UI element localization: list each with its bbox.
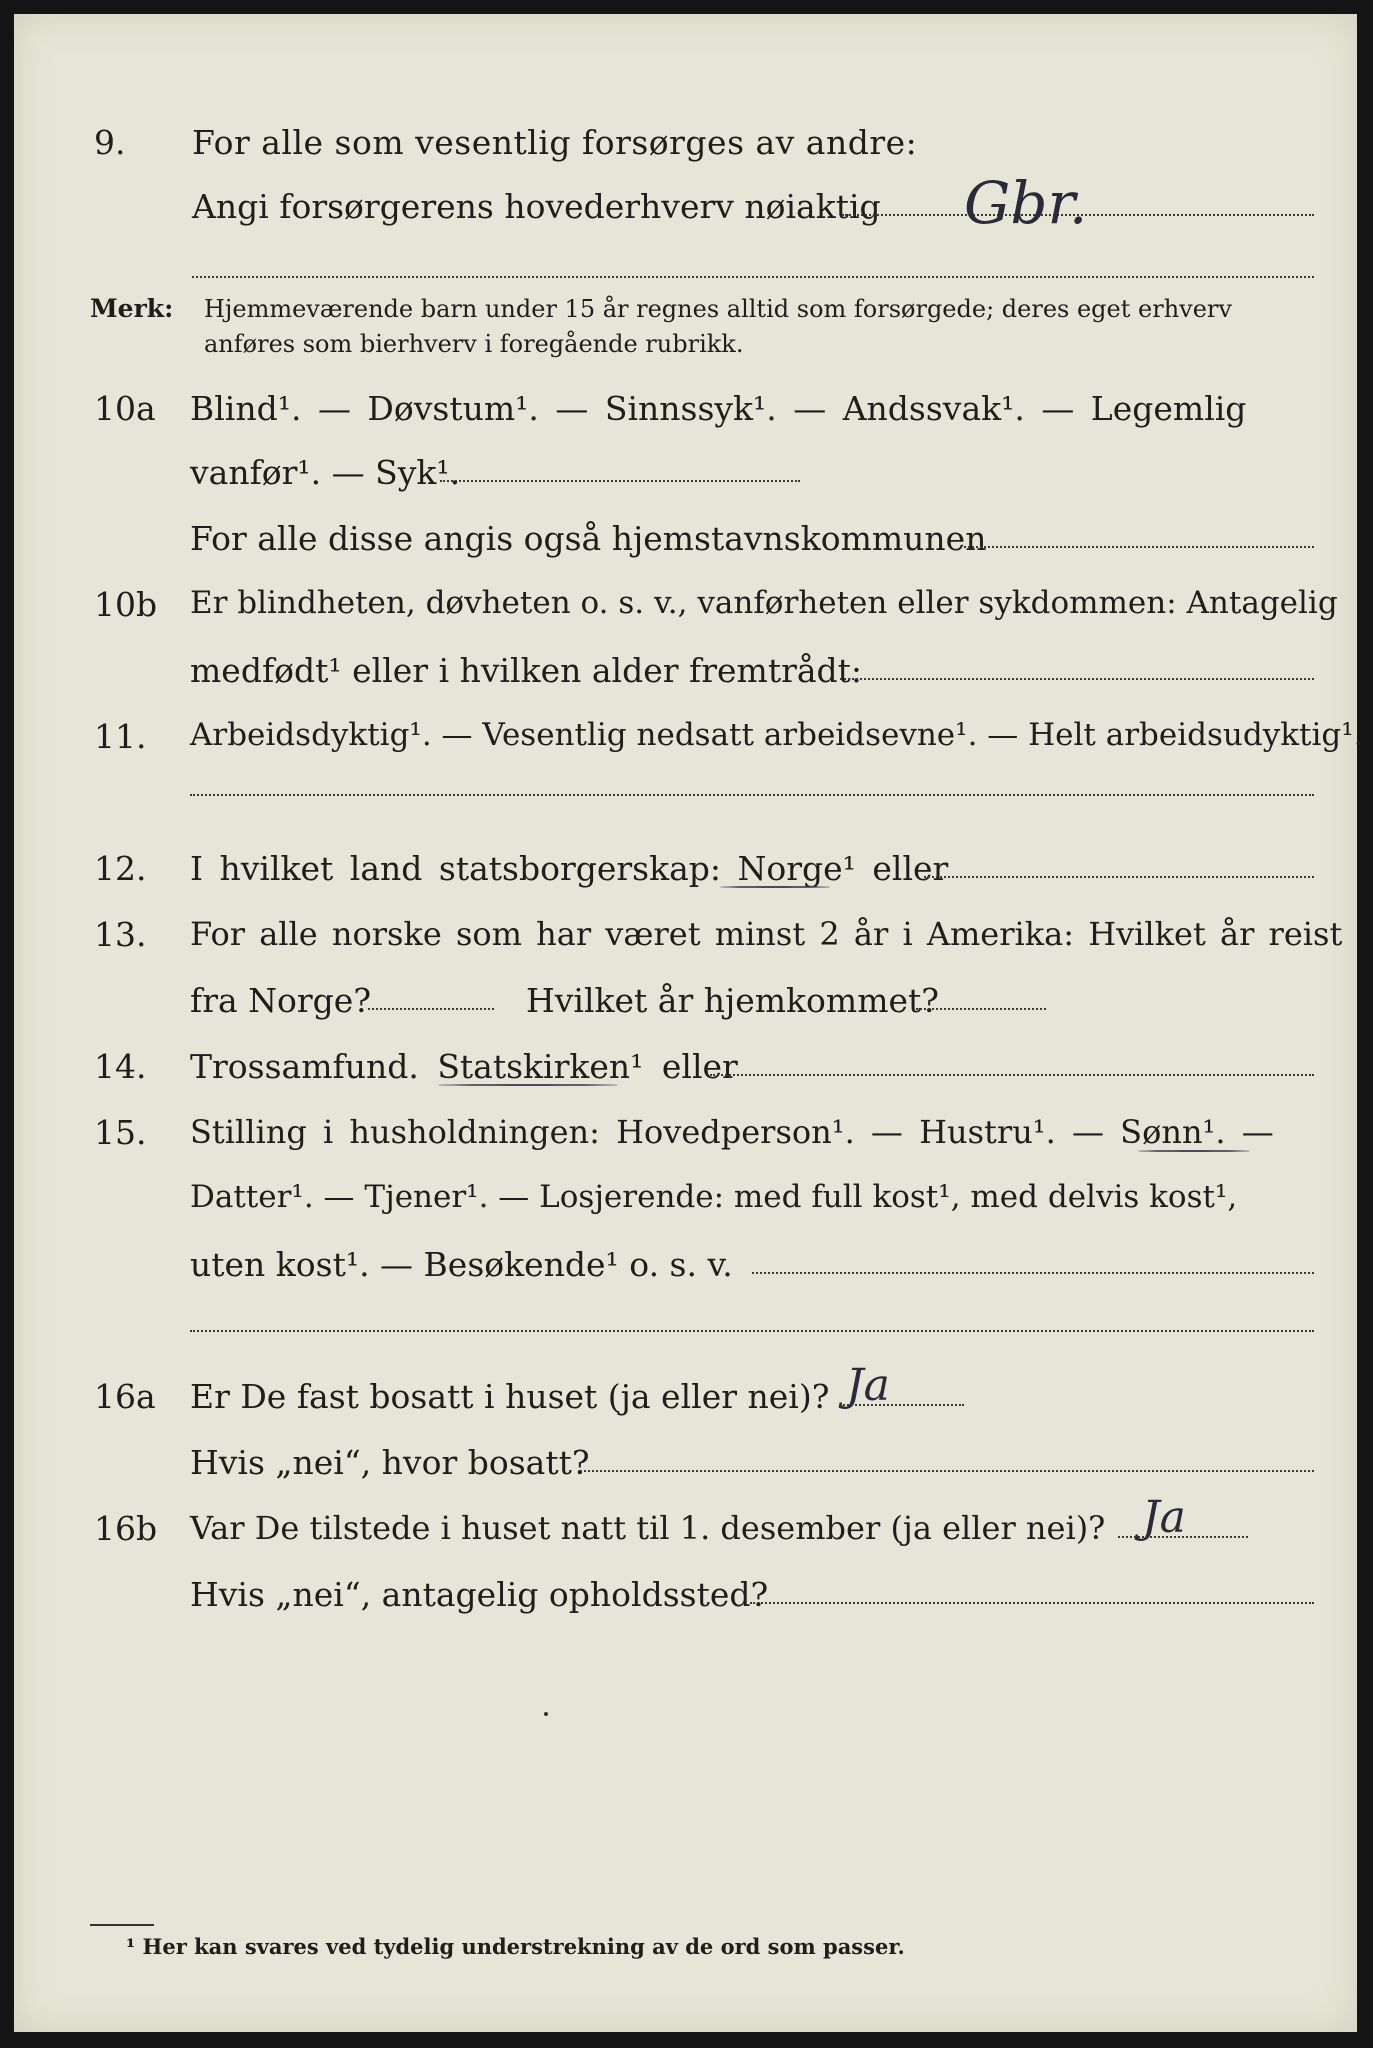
q10a-line3: For alle disse angis også hjemstavnskommunen [190, 519, 987, 558]
q10b-line2: medfødt¹ eller i hvilken alder fremtrådt: [190, 651, 863, 690]
q16a-answer-line[interactable] [840, 1404, 964, 1406]
q11-number: 11. [94, 717, 147, 756]
q9-handwritten-answer: Gbr. [964, 169, 1088, 237]
q15-number: 15. [94, 1113, 147, 1152]
q14-answer-line[interactable] [710, 1074, 1314, 1076]
q14-line1: Trossamfund. Statskirken¹ eller [190, 1047, 738, 1086]
footnote-rule [90, 1924, 154, 1926]
q16b-handwritten-answer: Ja [1142, 1492, 1186, 1543]
q9-line1: For alle som vesentlig forsørges av andre: [192, 123, 918, 162]
q10a-hjemstavn-line[interactable] [960, 546, 1314, 548]
q13-reist-line[interactable] [368, 1008, 494, 1010]
q16b-line2: Hvis „nei“, antagelig opholdssted? [190, 1575, 769, 1614]
q14-statskirken-underline [438, 1084, 618, 1086]
q11-line1: Arbeidsdyktig¹. — Vesentlig nedsatt arbeidsevne¹. — Helt arbeidsudyktig¹. [190, 717, 1364, 753]
q15-extra-line[interactable] [190, 1330, 1314, 1332]
q12-answer-line[interactable] [924, 876, 1314, 878]
q16b-opholdssted-line[interactable] [750, 1602, 1314, 1604]
q13-line2a: fra Norge? [190, 981, 372, 1020]
q15-sonn-underline [1138, 1150, 1250, 1152]
q13-line1: For alle norske som har været minst 2 år i Amerika: Hvilket år reist [190, 915, 1343, 953]
q16b-answer-line[interactable] [1118, 1536, 1248, 1538]
q16a-line2: Hvis „nei“, hvor bosatt? [190, 1443, 590, 1482]
q13-line2b: Hvilket år hjemkommet? [526, 981, 939, 1020]
q9-extra-line[interactable] [192, 276, 1314, 278]
q16b-line1: Var De tilstede i huset natt til 1. desember (ja eller nei)? [190, 1509, 1106, 1547]
q16a-bosatt-line[interactable] [580, 1470, 1314, 1472]
q16a-number: 16a [94, 1377, 156, 1416]
q15-answer-line[interactable] [752, 1272, 1314, 1274]
q13-number: 13. [94, 915, 147, 954]
q9-line2: Angi forsørgerens hovederhverv nøiaktig [192, 187, 881, 226]
q10a-number: 10a [94, 389, 156, 428]
q11-answer-line[interactable] [190, 794, 1314, 796]
q12-line1: I hvilket land statsborgerskap: Norge¹ eller [190, 849, 949, 888]
q16b-number: 16b [94, 1509, 158, 1548]
q15-line2: Datter¹. — Tjener¹. — Losjerende: med full kost¹, med delvis kost¹, [190, 1179, 1238, 1215]
q14-number: 14. [94, 1047, 147, 1086]
q15-line3: uten kost¹. — Besøkende¹ o. s. v. [190, 1245, 733, 1284]
q10a-line2: vanfør¹. — Syk¹. [190, 453, 461, 492]
q16a-line1: Er De fast bosatt i huset (ja eller nei)? [190, 1377, 830, 1416]
merk-label: Merk: [90, 294, 174, 323]
q16a-handwritten-answer: Ja [846, 1360, 890, 1411]
q10a-answer-line[interactable] [440, 480, 800, 482]
q15-line1: Stilling i husholdningen: Hovedperson¹. — Hustru¹. — Sønn¹. — [190, 1113, 1274, 1151]
ink-speck [544, 1712, 548, 1716]
q10a-line1: Blind¹. — Døvstum¹. — Sinnssyk¹. — Andssvak¹. — Legemlig [190, 389, 1247, 428]
q10b-number: 10b [94, 585, 158, 624]
q12-number: 12. [94, 849, 147, 888]
census-form-page [14, 14, 1364, 2032]
q9-number: 9. [94, 123, 126, 162]
q10b-line1: Er blindheten, døvheten o. s. v., vanførheten eller sykdommen: Antagelig [190, 585, 1338, 621]
merk-text: Hjemmeværende barn under 15 år regnes alltid som forsørgede; deres eget erhverv anføres som bierhverv i foregående rubrikk. [204, 295, 1232, 358]
footnote-text: ¹ Her kan svares ved tydelig understrekning av de ord som passer. [126, 1934, 905, 1959]
q10b-answer-line[interactable] [840, 678, 1314, 680]
q13-hjemkommet-line[interactable] [916, 1008, 1046, 1010]
q12-norge-underline [720, 886, 830, 888]
